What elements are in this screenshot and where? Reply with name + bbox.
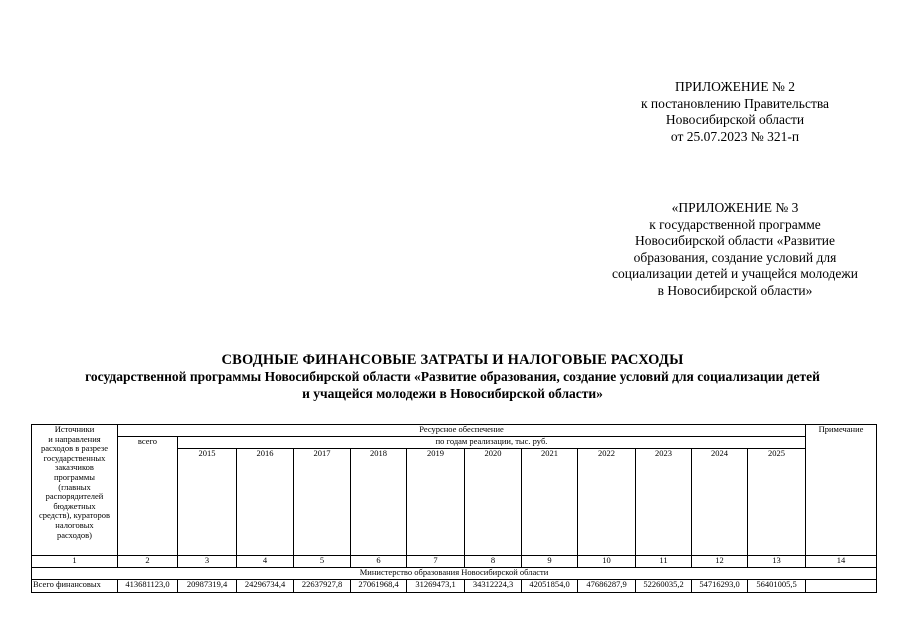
title-subtitle-line-2: и учащейся молодежи в Новосибирской области»	[302, 385, 603, 401]
column-number-cell: 9	[522, 556, 578, 568]
table-row	[32, 580, 877, 593]
by-years-header-cell: по годам реализации, тыс. руб.	[178, 437, 806, 449]
appendix-3-line: Новосибирской области «Развитие	[635, 233, 835, 248]
year-value-cell: 27061968,4	[351, 580, 407, 593]
appendix-3-line: «ПРИЛОЖЕНИЕ № 3	[671, 200, 799, 215]
column-number-cell: 5	[294, 556, 351, 568]
year-value-cell: 56401005,5	[748, 580, 806, 593]
year-value-cell: 42051854,0	[522, 580, 578, 593]
ministry-row	[32, 568, 877, 580]
year-value-cell: 54716293,0	[692, 580, 748, 593]
appendix-3-line: в Новосибирской области»	[657, 282, 813, 298]
table-header-row	[32, 425, 877, 437]
year-header-cell: 2017	[294, 449, 351, 556]
total-header-cell: всего	[118, 437, 178, 556]
note-value-cell	[806, 580, 877, 593]
source-header-cell: Источники и направления расходов в разрезе государственных заказчиков программы (главных распорядителей бюджетных средств), кураторов налоговых расходов)	[32, 425, 118, 556]
year-header-cell: 2018	[351, 449, 407, 556]
ministry-cell: Министерство образования Новосибирской области	[32, 568, 877, 580]
column-number-cell: 13	[748, 556, 806, 568]
column-number-cell: 2	[118, 556, 178, 568]
appendix-3-line: образования, создание условий для	[633, 249, 837, 265]
appendix-2-line: к постановлению Правительства	[640, 95, 830, 111]
year-value-cell: 24296734,4	[237, 580, 294, 593]
column-number-cell: 10	[578, 556, 636, 568]
year-value-cell: 34312224,3	[465, 580, 522, 593]
year-header-cell: 2021	[522, 449, 578, 556]
year-header-cell: 2019	[407, 449, 465, 556]
year-header-cell: 2020	[465, 449, 522, 556]
appendix-3-header	[585, 200, 885, 299]
year-value-cell: 31269473,1	[407, 580, 465, 593]
total-value-cell: 413681123,0	[118, 580, 178, 593]
year-value-cell: 22637927,8	[294, 580, 351, 593]
document-title	[20, 352, 885, 402]
year-header-cell: 2015	[178, 449, 237, 556]
appendix-3-line: социализации детей и учащейся молодежи	[612, 266, 858, 281]
total-row-label: Всего финансовых	[32, 580, 118, 593]
title-subtitle-line-1: государственной программы Новосибирской области «Развитие образования, создание условий для социализации детей	[85, 369, 820, 384]
year-value-cell: 47686287,9	[578, 580, 636, 593]
table-header-row	[32, 437, 877, 449]
appendix-2-line: Новосибирской области	[665, 112, 805, 127]
year-header-cell: 2024	[692, 449, 748, 556]
title-main: СВОДНЫЕ ФИНАНСОВЫЕ ЗАТРАТЫ И НАЛОГОВЫЕ РАСХОДЫ	[221, 352, 684, 368]
appendix-2-line: от 25.07.2023 № 321-п	[670, 128, 800, 144]
column-number-cell: 14	[806, 556, 877, 568]
column-number-cell: 6	[351, 556, 407, 568]
column-number-cell: 8	[465, 556, 522, 568]
column-number-cell: 7	[407, 556, 465, 568]
year-header-cell: 2022	[578, 449, 636, 556]
appendix-3-line: к государственной программе	[649, 216, 821, 232]
financial-table	[31, 424, 877, 593]
column-numbers-row	[32, 556, 877, 568]
year-header-cell: 2016	[237, 449, 294, 556]
note-header-cell: Примечание	[806, 425, 877, 556]
appendix-2-line: ПРИЛОЖЕНИЕ № 2	[674, 79, 796, 94]
column-number-cell: 11	[636, 556, 692, 568]
column-number-cell: 4	[237, 556, 294, 568]
column-number-cell: 12	[692, 556, 748, 568]
year-header-cell: 2023	[636, 449, 692, 556]
year-value-cell: 52260035,2	[636, 580, 692, 593]
year-header-cell: 2025	[748, 449, 806, 556]
appendix-2-header	[600, 79, 870, 145]
column-number-cell: 3	[178, 556, 237, 568]
resource-header-cell: Ресурсное обеспечение	[118, 425, 806, 437]
column-number-cell: 1	[32, 556, 118, 568]
year-value-cell: 20987319,4	[178, 580, 237, 593]
